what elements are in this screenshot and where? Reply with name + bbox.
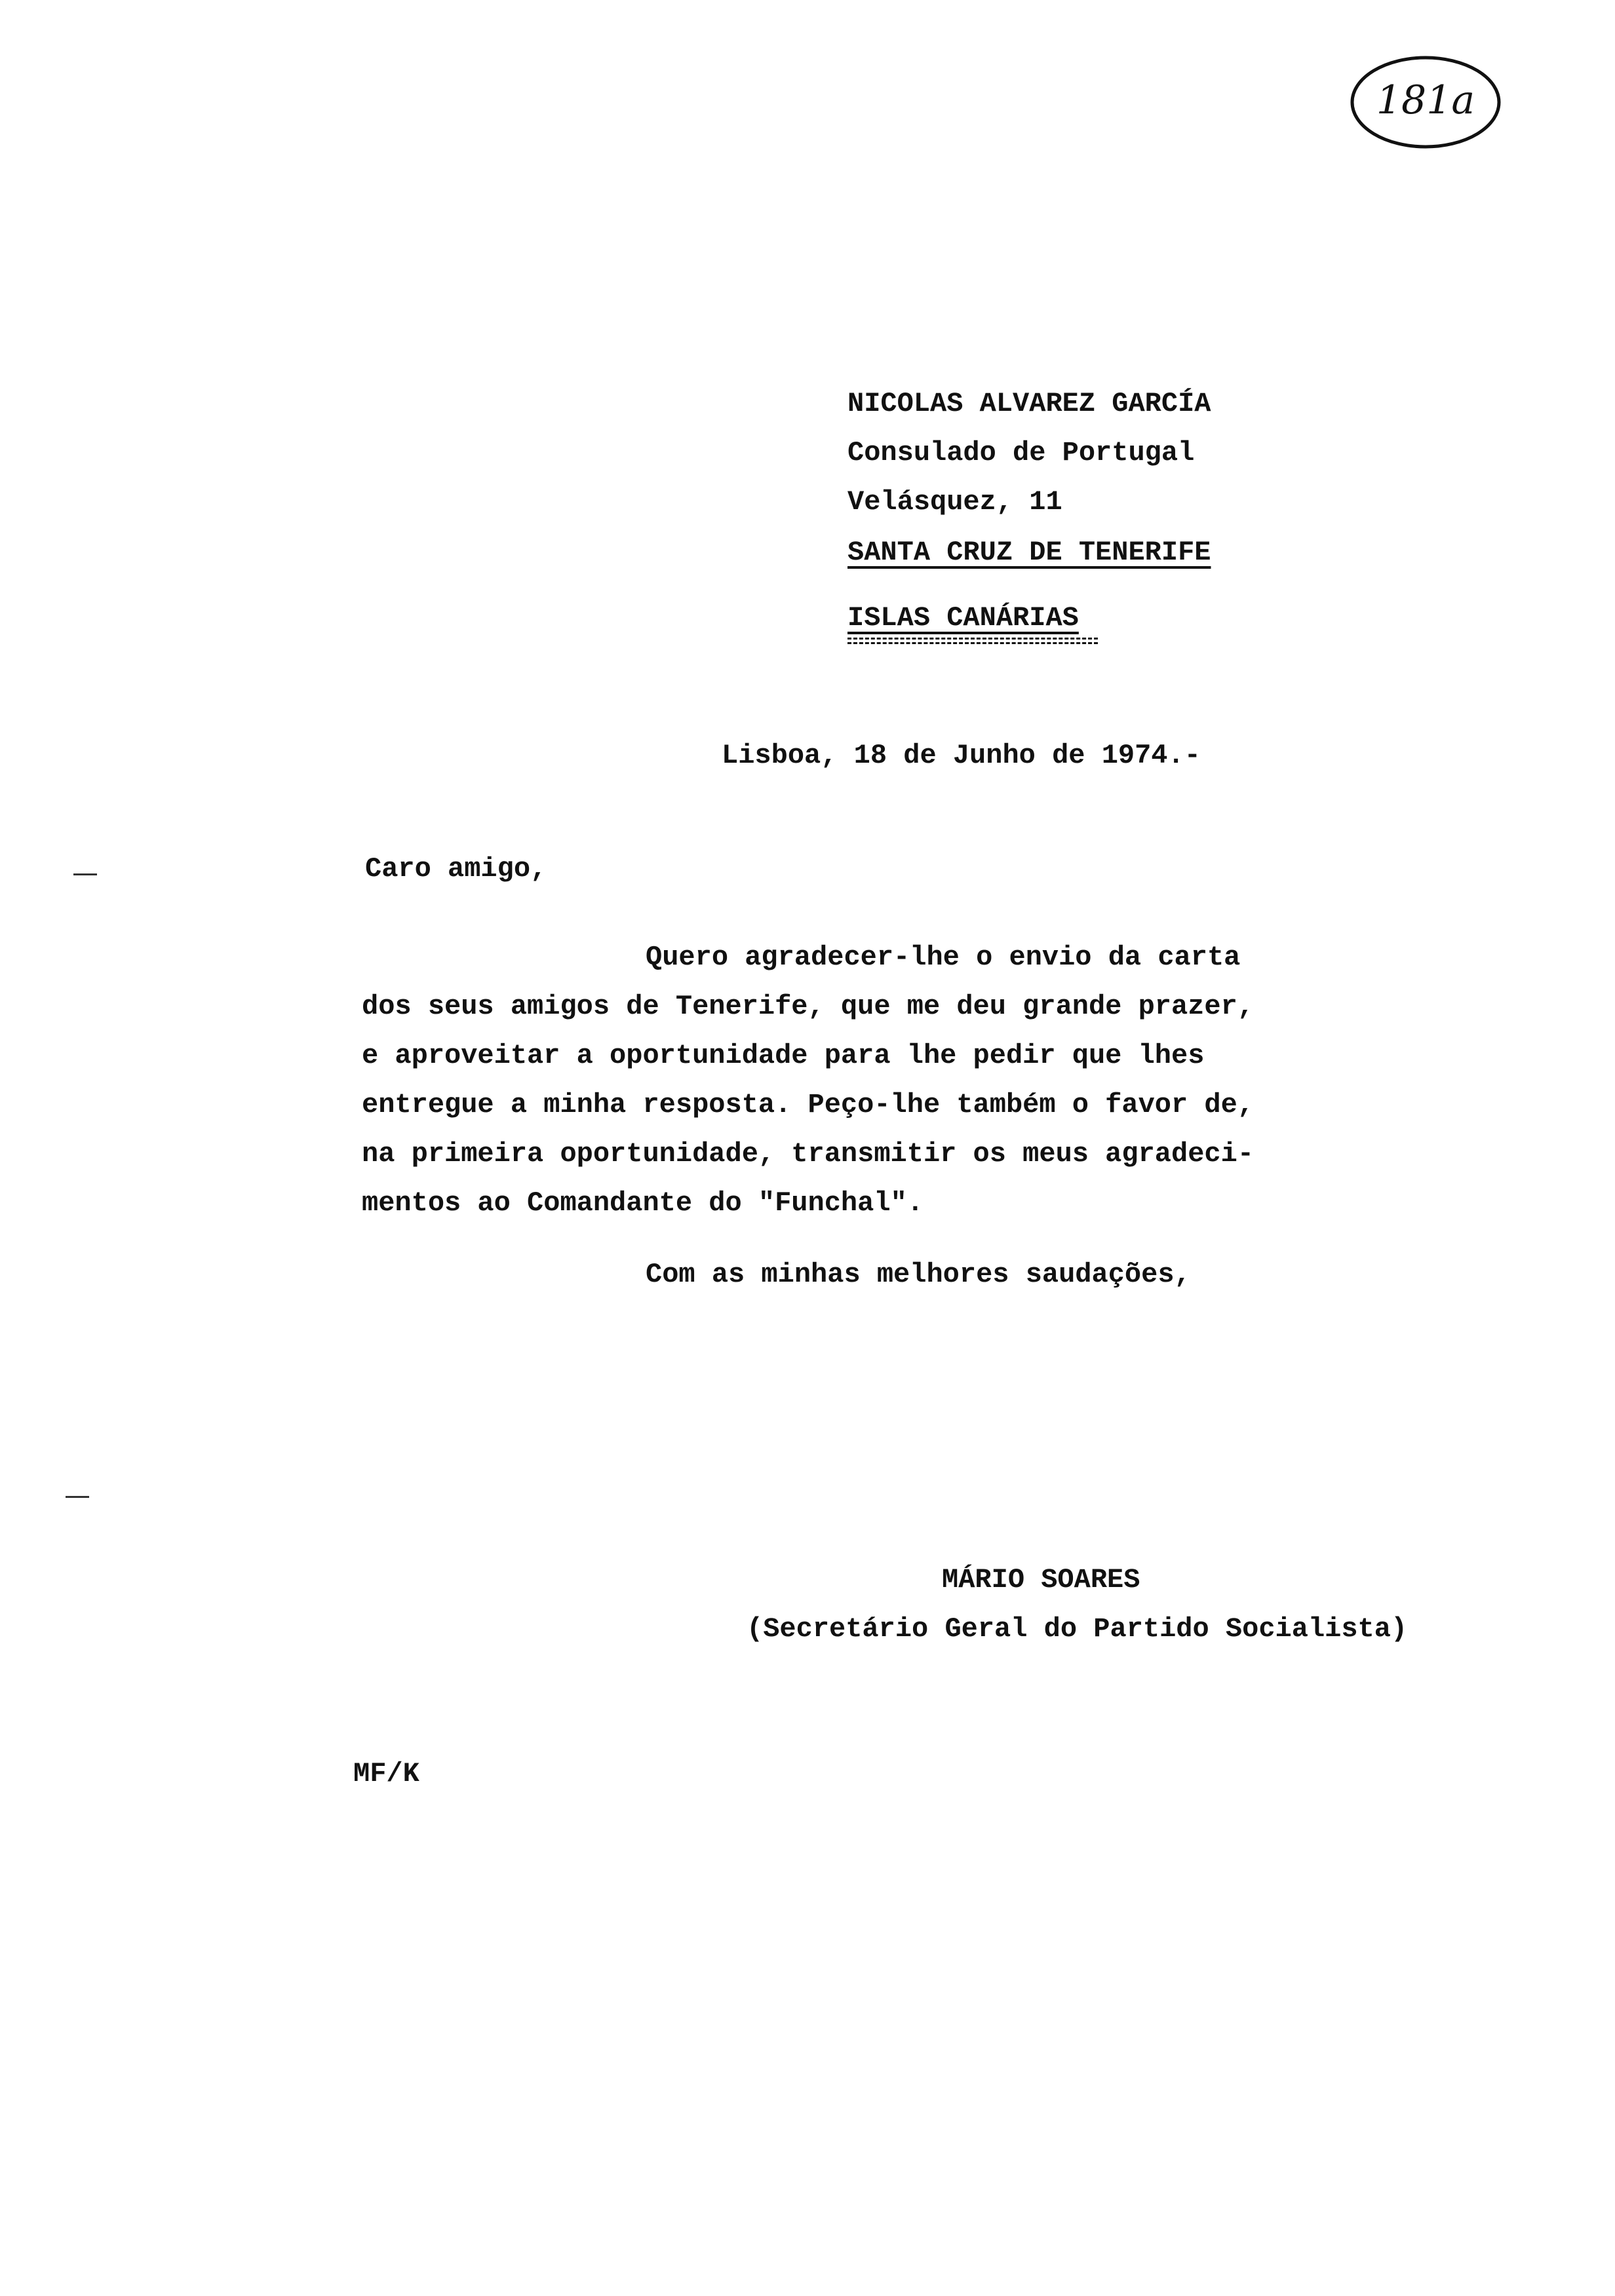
- recipient-name: NICOLAS ALVAREZ GARCÍA: [847, 388, 1211, 419]
- body-line: Quero agradecer-lhe o envio da carta: [646, 942, 1241, 973]
- reference-initials: MF/K: [353, 1758, 419, 1789]
- body-line: na primeira oportunidade, transmitir os meus agradeci-: [362, 1138, 1255, 1170]
- recipient-street: Velásquez, 11: [847, 486, 1062, 518]
- closing-line: Com as minhas melhores saudações,: [646, 1259, 1191, 1290]
- double-dashed-rule: [847, 638, 1098, 644]
- archive-number-stamp: [1349, 54, 1502, 151]
- body-line: mentos ao Comandante do "Funchal".: [362, 1187, 924, 1219]
- recipient-organization: Consulado de Portugal: [847, 437, 1195, 469]
- date-line: Lisboa, 18 de Junho de 1974.-: [722, 740, 1201, 771]
- recipient-city: SANTA CRUZ DE TENERIFE: [847, 537, 1211, 568]
- salutation: Caro amigo,: [365, 853, 547, 885]
- body-line: entregue a minha resposta. Peço-lhe também o favor de,: [362, 1089, 1255, 1120]
- body-line: dos seus amigos de Tenerife, que me deu grande prazer,: [362, 991, 1255, 1022]
- signatory-name: MÁRIO SOARES: [942, 1564, 1140, 1596]
- body-line: e aproveitar a oportunidade para lhe pedir que lhes: [362, 1040, 1205, 1071]
- signatory-title: (Secretário Geral do Partido Socialista): [747, 1613, 1408, 1645]
- recipient-region: ISLAS CANÁRIAS: [847, 602, 1079, 634]
- archive-number: 181a: [1376, 77, 1475, 123]
- margin-tick: [73, 873, 97, 875]
- margin-tick: [66, 1496, 89, 1498]
